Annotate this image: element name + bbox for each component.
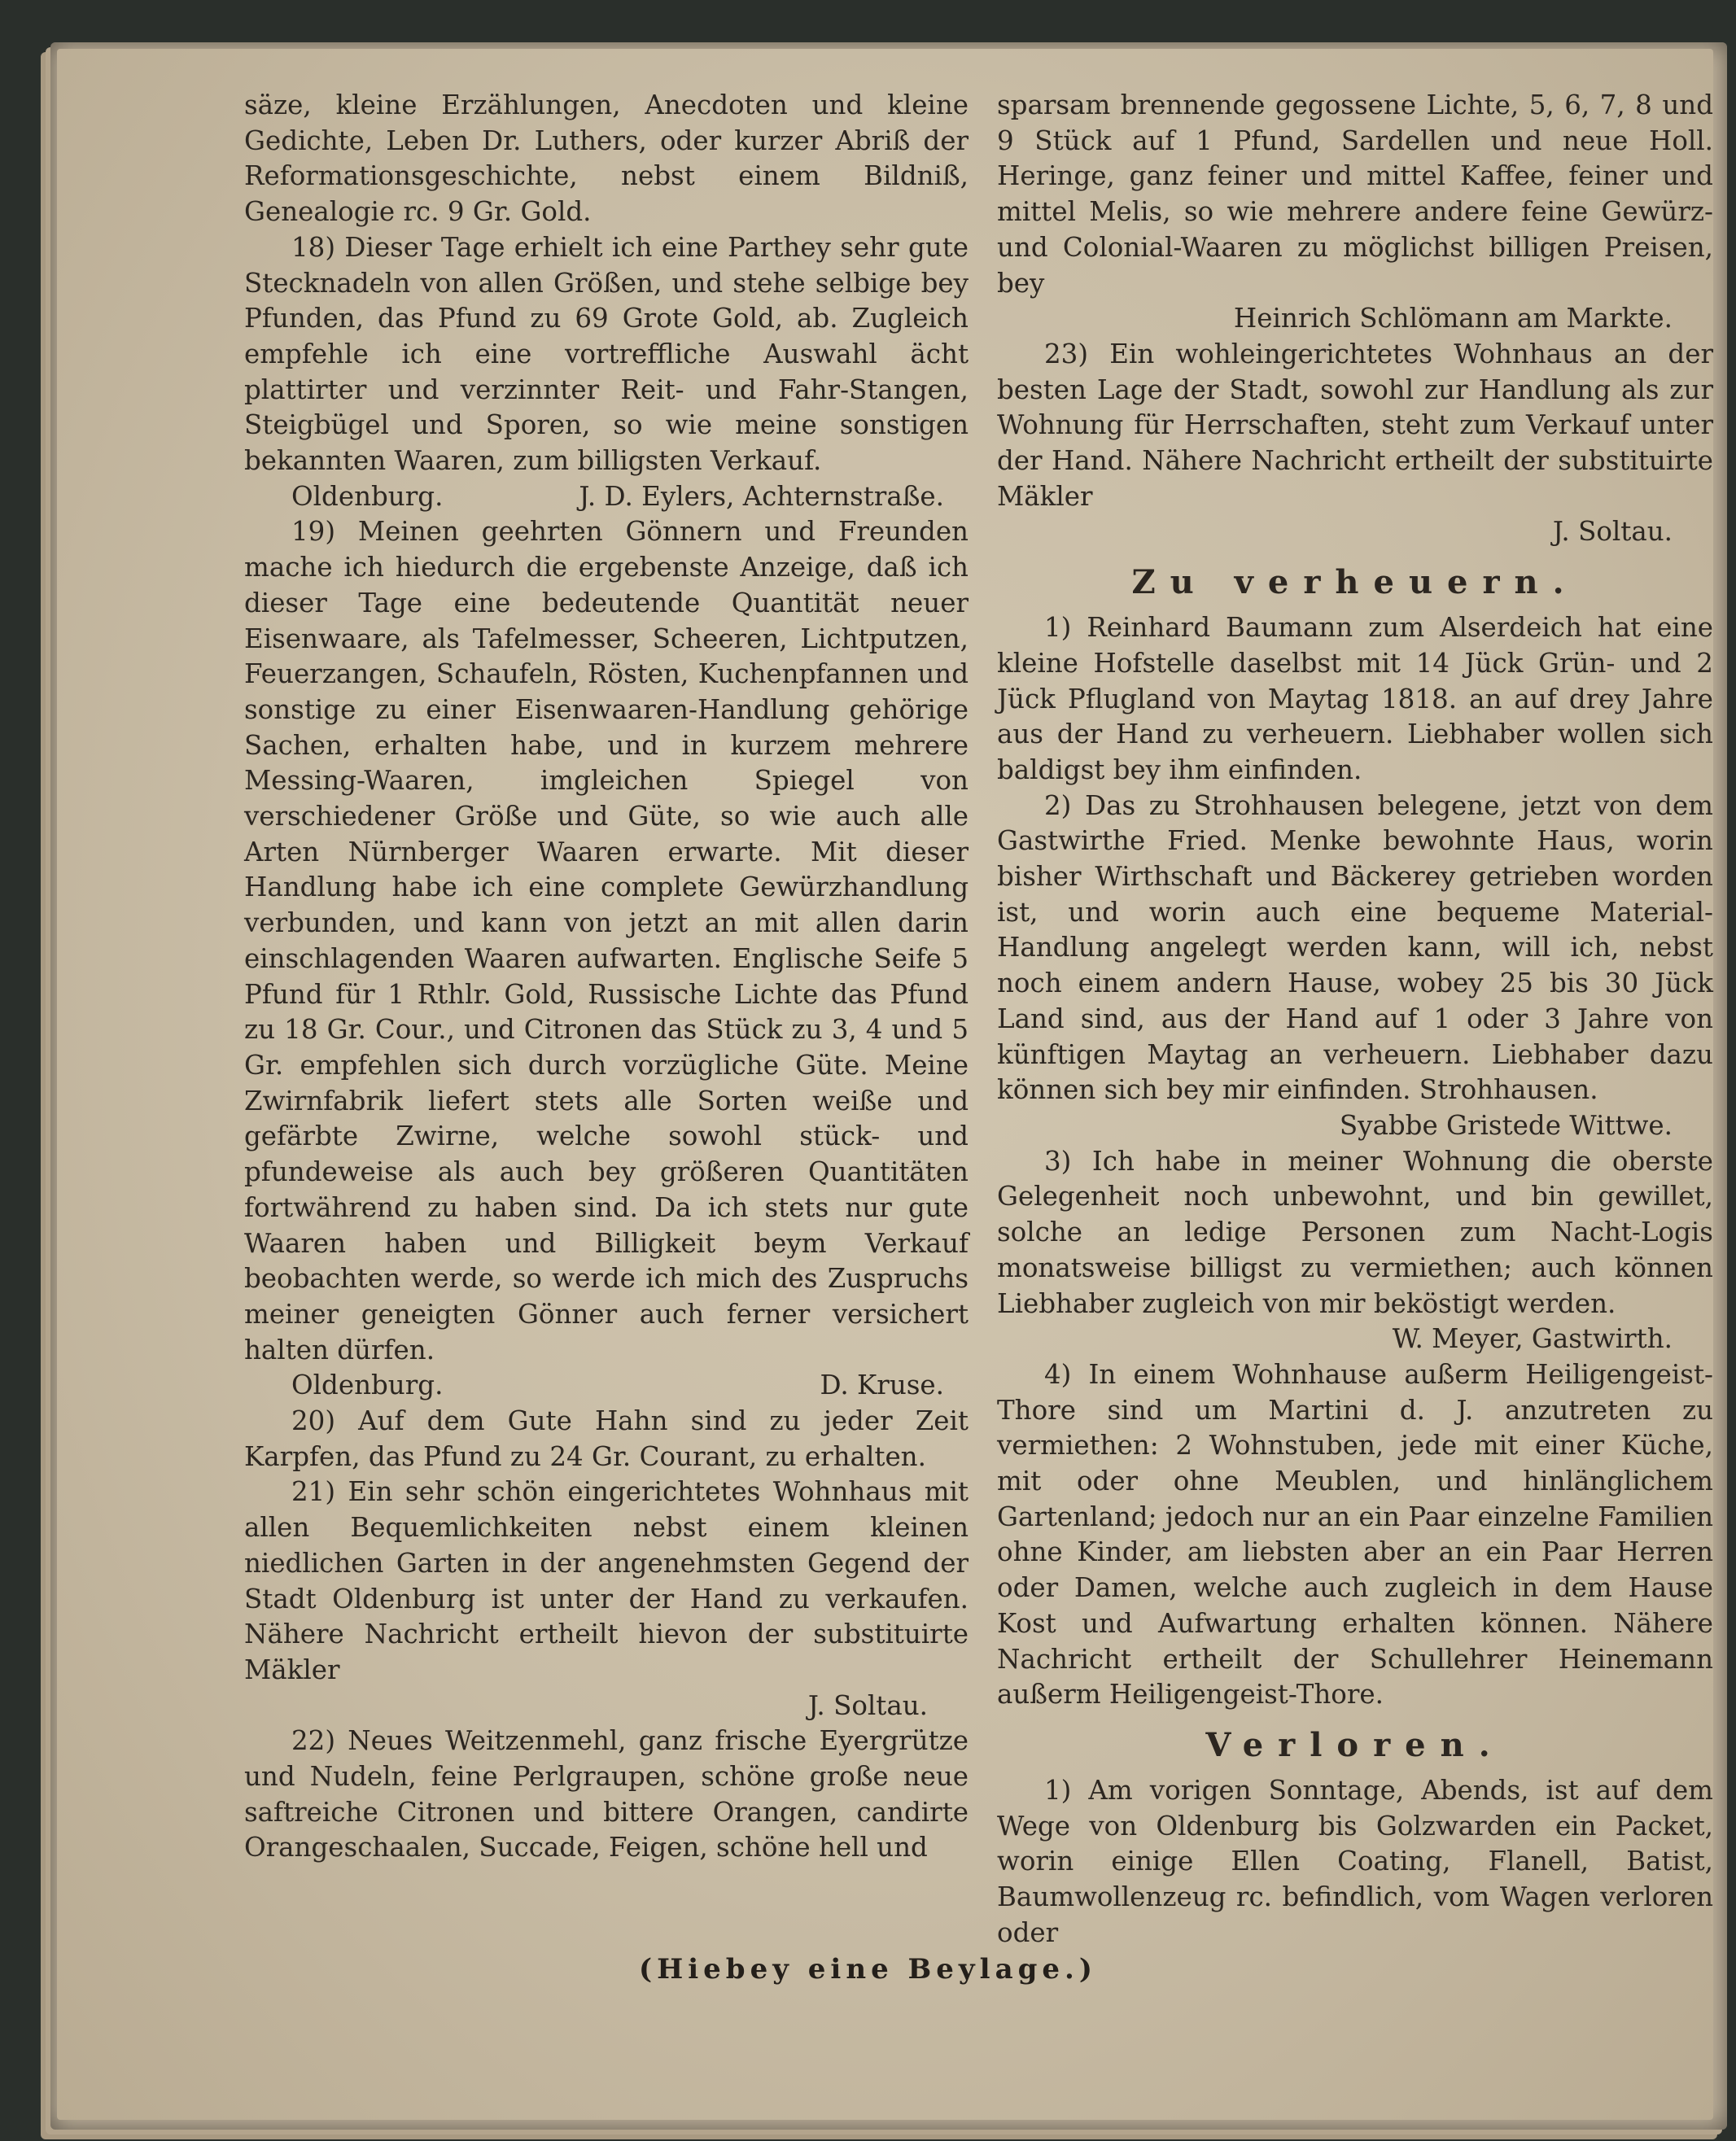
signature-18 bbox=[244, 479, 969, 515]
signature-22: Heinrich Schlömann am Markte. bbox=[1233, 303, 1673, 334]
section-heading-lost: Verloren. bbox=[1205, 1725, 1505, 1764]
paragraph-20: 20) Auf dem Gute Hahn sind zu jeder Zeit Karpfen, das Pfund zu 24 Gr. Courant, zu erhalten. bbox=[244, 1405, 969, 1472]
signature-rent-3: W. Meyer, Gastwirth. bbox=[1392, 1323, 1673, 1355]
paragraph-23: 23) Ein wohleingerichtetes Wohnhaus an der besten Lage der Stadt, sowohl zur Handlung als zur Wohnung für Herrschaften, steht zum Verkauf unter der Hand. Nähere Nachricht ertheilt der substituirte Mäkler bbox=[997, 338, 1713, 512]
signature-name: J. D. Eylers, Achternstraße. bbox=[579, 480, 944, 512]
signature-place: Oldenburg. bbox=[291, 480, 444, 512]
lost-item-1: 1) Am vorigen Sonntage, Abends, ist auf dem Wege von Oldenburg bis Golzwarden ein Packet, worin einige Ellen Coating, Flanell, Batist, Baumwollenzeug rc. befindlich, vom Wagen verloren oder bbox=[997, 1774, 1713, 1948]
signature-place: Oldenburg. bbox=[291, 1370, 444, 1401]
rent-item-4: 4) In einem Wohnhause außerm Heiligengeist-Thore sind um Martini d. J. anzutreten zu vermiethen: 2 Wohnstuben, jede mit einer Küche, mit oder ohne Meublen, und hinlänglichem Gartenland; jedoch nur an ein Paar einzelne Familien ohne Kinder, am liebsten aber an ein Paar Herren oder Damen, welche auch zugleich in dem Hause Kost und Aufwartung erhalten können. Nähere Nachricht ertheilt der Schullehrer Heinemann außerm Heiligengeist-Thore. bbox=[997, 1358, 1714, 1711]
rent-item-1: 1) Reinhard Baumann zum Alserdeich hat eine kleine Hofstelle daselbst mit 14 Jück Grün- und 2 Jück Pflugland von Maytag 1818. an auf drey Jahre aus der Hand zu verheuern. Liebhaber wollen sich baldigst bey ihm einfinden. bbox=[997, 612, 1713, 785]
signature-rent-2: Syabbe Gristede Wittwe. bbox=[1339, 1109, 1673, 1141]
rent-item-2: 2) Das zu Strohhausen belegene, jetzt von dem Gastwirthe Fried. Menke bewohnte Haus, worin bisher Wirthschaft und Bäckerey getrieben worden ist, und worin auch eine bequeme Material-Handlung angelegt werden kann, will ich, nebst noch einem andern Hause, wobey 25 bis 30 Jück Land sind, aus der Hand auf 1 oder 3 Jahre von künftigen Maytag an verheuern. Liebhaber dazu können sich bey mir einfinden. Strohhausen. bbox=[997, 789, 1713, 1106]
rent-item-3: 3) Ich habe in meiner Wohnung die oberste Gelegenheit noch unbewohnt, und bin gewillet, solche an ledige Personen zum Nacht-Logis monatsweise billigst zu vermiethen; auch können Liebhaber zugleich von mir beköstigt werden. bbox=[997, 1145, 1713, 1319]
paragraph-22: 22) Neues Weitzenmehl, ganz frische Eyergrütze und Nudeln, feine Perlgraupen, schöne große neue saftreiche Citronen und bittere Orangen, candirte Orangeschaalen, Succade, Feigen, schöne hell und bbox=[244, 1725, 969, 1864]
section-heading-rent: Zu verheuern. bbox=[1131, 563, 1579, 602]
left-column bbox=[244, 88, 969, 1866]
paragraph-17-continued: säze, kleine Erzählungen, Anecdoten und kleine Gedichte, Leben Dr. Luthers, oder kurzer Abriß der Reformationsgeschichte, nebst einem Bildniß, Genealogie rc. 9 Gr. Gold. bbox=[244, 90, 969, 228]
signature-21: J. Soltau. bbox=[807, 1689, 928, 1721]
signature-23: J. Soltau. bbox=[1552, 516, 1673, 548]
paragraph-19: 19) Meinen geehrten Gönnern und Freunden mache ich hiedurch die ergebenste Anzeige, daß ich dieser Tage eine bedeutende Quantität neuer Eisenwaare, als Tafelmesser, Scheeren, Lichtputzen, Feuerzangen, Schaufeln, Rösten, Kuchenpfannen und sonstige zu einer Eisenwaaren-Handlung gehörige Sachen, erhalten habe, und in kurzem mehrere Messing-Waaren, imgleichen Spiegel von verschiedener Größe und Güte, so wie auch alle Arten Nürnberger Waaren erwarte. Mit dieser Handlung habe ich eine complete Gewürzhandlung verbunden, und kann von jetzt an mit allen darin einschlagenden Waaren aufwarten. Englische Seife 5 Pfund für 1 Rthlr. Gold, Russische Lichte das Pfund zu 18 Gr. Cour., und Citronen das Stück zu 3, 4 und 5 Gr. empfehlen sich durch vorzügliche Güte. Meine Zwirnfabrik liefert stets alle Sorten weiße und gefärbte Zwirne, welche sowohl stück- und pfundeweise als auch bey größeren Quantitäten fortwährend zu haben sind. Da ich stets nur gute Waaren haben und Billigkeit beym Verkauf beobachten werde, so werde ich mich des Zuspruchs meiner geneigten Gönner auch ferner versichert halten dürfen. bbox=[244, 516, 969, 1365]
paragraph-18: 18) Dieser Tage erhielt ich eine Parthey sehr gute Stecknadeln von allen Größen, und stehe selbige bey Pfunden, das Pfund zu 69 Grote Gold, ab. Zugleich empfehle ich eine vortreffliche Auswahl ächt plattirter und verzinnter Reit- und Fahr-Stangen, Steigbügel und Sporen, so wie meine sonstigen bekannten Waaren, zum billigsten Verkauf. bbox=[244, 231, 969, 477]
paragraph-21: 21) Ein sehr schön eingerichtetes Wohnhaus mit allen Bequemlichkeiten nebst einem kleinen niedlichen Garten in der angenehmsten Gegend der Stadt Oldenburg ist unter der Hand zu verkaufen. Nähere Nachricht ertheilt hievon der substituirte Mäkler bbox=[244, 1476, 969, 1685]
signature-19 bbox=[244, 1368, 969, 1404]
signature-name: D. Kruse. bbox=[820, 1370, 944, 1401]
right-column bbox=[997, 88, 1713, 1951]
paragraph-22-continued: sparsam brennende gegossene Lichte, 5, 6, 7, 8 und 9 Stück auf 1 Pfund, Sardellen und neue Holl. Heringe, ganz feiner und mittel Kaffee, feiner und mittel Melis, so wie mehrere andere feine Gewürz- und Colonial-Waaren zu möglichst billigen Preisen, bey bbox=[997, 90, 1713, 299]
supplement-note: (Hiebey eine Beylage.) bbox=[639, 1953, 1097, 1986]
